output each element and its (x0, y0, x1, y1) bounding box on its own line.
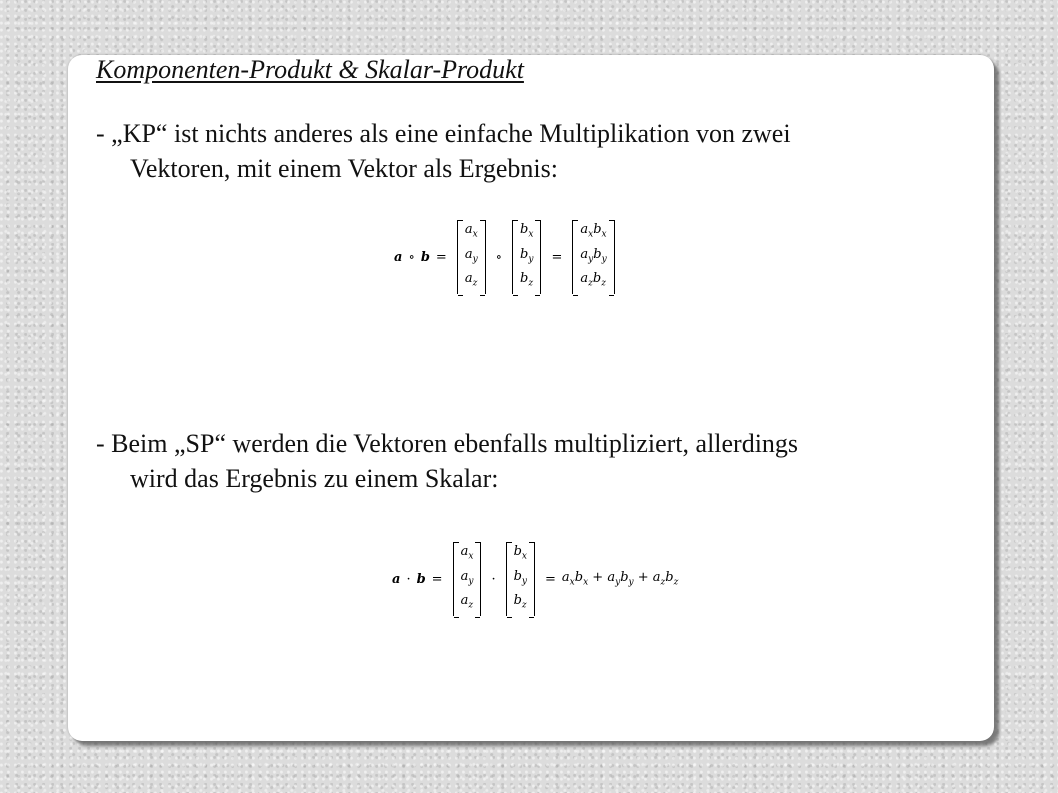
vector-b-symbol: b (420, 249, 430, 265)
matrix-cell: $a_xb_x$ (580, 222, 607, 240)
scalar-result: $a_xb_x + a_yb_y + a_zb_z$ (561, 570, 679, 588)
matrix-cell: $b_y$ (520, 246, 534, 265)
matrix-cell: $b_x$ (513, 544, 527, 562)
matrix-cell: $b_z$ (513, 593, 527, 611)
bullet-kp-line2: Vektoren, mit einem Vektor als Ergebnis: (130, 154, 558, 183)
vector-b-symbol: b (416, 571, 426, 587)
matrix-cell: $a_x$ (464, 222, 478, 240)
matrix-result (572, 220, 614, 294)
matrix-cell: $a_zb_z$ (580, 271, 606, 289)
matrix-cell: $a_x$ (460, 544, 474, 562)
matrix-cell: $a_z$ (460, 593, 474, 611)
slide-title: Komponenten-Produkt & Skalar-Produkt (96, 55, 524, 84)
equals-sign: = (435, 249, 447, 265)
matrix-cell: $a_z$ (464, 271, 478, 289)
matrix-cell: $a_y$ (464, 246, 478, 265)
matrix-b (512, 220, 541, 294)
formula-scalar-product (372, 536, 690, 622)
equals-sign: = (551, 249, 563, 265)
dot-operator: · (406, 571, 411, 587)
matrix-cell: $b_z$ (520, 271, 534, 289)
matrix-b (506, 542, 535, 616)
circle-operator: ∘ (495, 249, 503, 265)
vector-a-symbol: a (392, 571, 401, 587)
equals-sign: = (431, 571, 443, 587)
dot-operator: · (491, 571, 496, 587)
formula-component-product (370, 212, 622, 302)
bullet-sp-line1: - Beim „SP“ werden die Vektoren ebenfalls multipliziert, allerdings (96, 429, 799, 458)
matrix-cell: $a_y$ (460, 568, 474, 587)
matrix-cell: $b_y$ (513, 568, 527, 587)
matrix-a (457, 220, 486, 294)
circle-operator: ∘ (408, 249, 415, 265)
bullet-sp (96, 426, 976, 496)
matrix-cell: $b_x$ (520, 222, 534, 240)
matrix-a (453, 542, 482, 616)
bullet-kp-line1: - „KP“ ist nichts anderes als eine einfache Multiplikation von zwei (96, 119, 791, 148)
bullet-sp-line2: wird das Ergebnis zu einem Skalar: (130, 464, 499, 493)
bullet-kp (96, 116, 976, 186)
equals-sign: = (545, 571, 556, 587)
matrix-cell: $a_yb_y$ (580, 246, 607, 265)
vector-a-symbol: a (394, 249, 403, 265)
